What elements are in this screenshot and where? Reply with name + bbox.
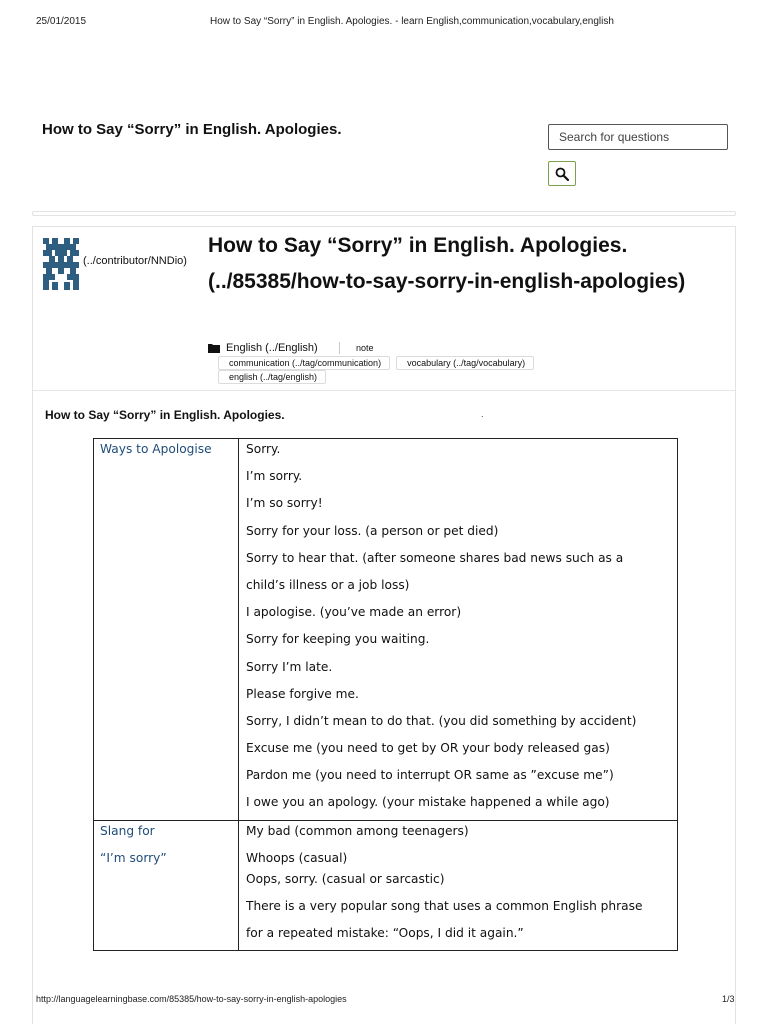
row-label-cell <box>94 820 239 951</box>
avatar[interactable] <box>43 238 79 295</box>
site-title[interactable]: How to Say “Sorry” in English. Apologies. <box>42 121 342 138</box>
phrase-line: Oops, sorry. (casual or sarcastic) <box>246 871 445 886</box>
avatar-image <box>43 238 79 290</box>
phrase-line: for a repeated mistake: “Oops, I did it again.” <box>246 926 524 941</box>
tag-list <box>218 356 534 370</box>
phrase-line: Sorry for your loss. (a person or pet died) <box>246 523 499 538</box>
phrase-line: Please forgive me. <box>246 686 359 701</box>
apology-phrases-table <box>93 438 678 951</box>
article-heading: How to Say “Sorry” in English. Apologies. <box>45 408 285 422</box>
table-row <box>94 820 678 951</box>
phrase-line: I’m sorry. <box>246 469 303 484</box>
search-icon <box>555 167 569 181</box>
phrase-line: Sorry to hear that. (after someone shares bad news such as a <box>246 550 624 565</box>
phrase-line: Sorry for keeping you waiting. <box>246 632 430 647</box>
tag-english[interactable]: english (../tag/english) <box>218 370 326 384</box>
tag-list-row2 <box>218 370 326 384</box>
category-separator <box>339 342 340 354</box>
print-footer-url: http://languagelearningbase.com/85385/how-to-say-sorry-in-english-apologies <box>36 994 347 1004</box>
print-page-number: 1/3 <box>722 994 735 1004</box>
phrase-line: Sorry. <box>246 442 281 456</box>
tag-communication[interactable]: communication (../tag/communication) <box>218 356 390 370</box>
phrase-line: Sorry I’m late. <box>246 659 333 674</box>
phrase-cell <box>239 820 678 951</box>
contributor-link[interactable]: (../contributor/NNDio) <box>83 255 187 267</box>
phrase-line: Sorry, I didn’t mean to do that. (you did something by accident) <box>246 713 637 728</box>
row-label: Ways to Apologise <box>100 442 212 456</box>
category-link[interactable]: English (../English) <box>226 342 318 354</box>
phrase-line: I apologise. (you’ve made an error) <box>246 605 462 620</box>
phrase-line: child’s illness or a job loss) <box>246 577 410 592</box>
print-page-title: How to Say “Sorry” in English. Apologies. - learn English,communication,vocabulary,english <box>210 16 614 27</box>
row-label: Slang for <box>100 823 155 838</box>
phrase-line: Excuse me (you need to get by OR your body released gas) <box>246 741 610 756</box>
card-divider <box>33 390 735 391</box>
phrase-line: I owe you an apology. (your mistake happened a while ago) <box>246 795 610 810</box>
phrase-line: I’m so sorry! <box>246 496 323 511</box>
phrase-cell <box>239 439 678 821</box>
table-row <box>94 439 678 821</box>
row-label-cell <box>94 439 239 821</box>
phrase-line: There is a very popular song that uses a common English phrase <box>246 899 643 913</box>
phrase-line: Whoops (casual) <box>246 850 348 865</box>
header-divider <box>32 211 736 216</box>
category-row <box>208 342 374 354</box>
row-label: “I’m sorry” <box>100 850 167 865</box>
post-type: note <box>356 343 374 353</box>
tag-vocabulary[interactable]: vocabulary (../tag/vocabulary) <box>396 356 534 370</box>
search-button[interactable] <box>548 161 576 186</box>
phrase-line: My bad (common among teenagers) <box>246 823 469 838</box>
post-title[interactable]: How to Say “Sorry” in English. Apologies. (../85385/how-to-say-sorry-in-english-apologies) <box>208 234 686 293</box>
search-input[interactable] <box>548 124 728 150</box>
phrase-line: Pardon me (you need to interrupt OR same as ”excuse me”) <box>246 768 614 783</box>
print-date: 25/01/2015 <box>36 16 87 27</box>
stray-mark: . <box>481 409 484 419</box>
folder-icon <box>208 343 220 353</box>
